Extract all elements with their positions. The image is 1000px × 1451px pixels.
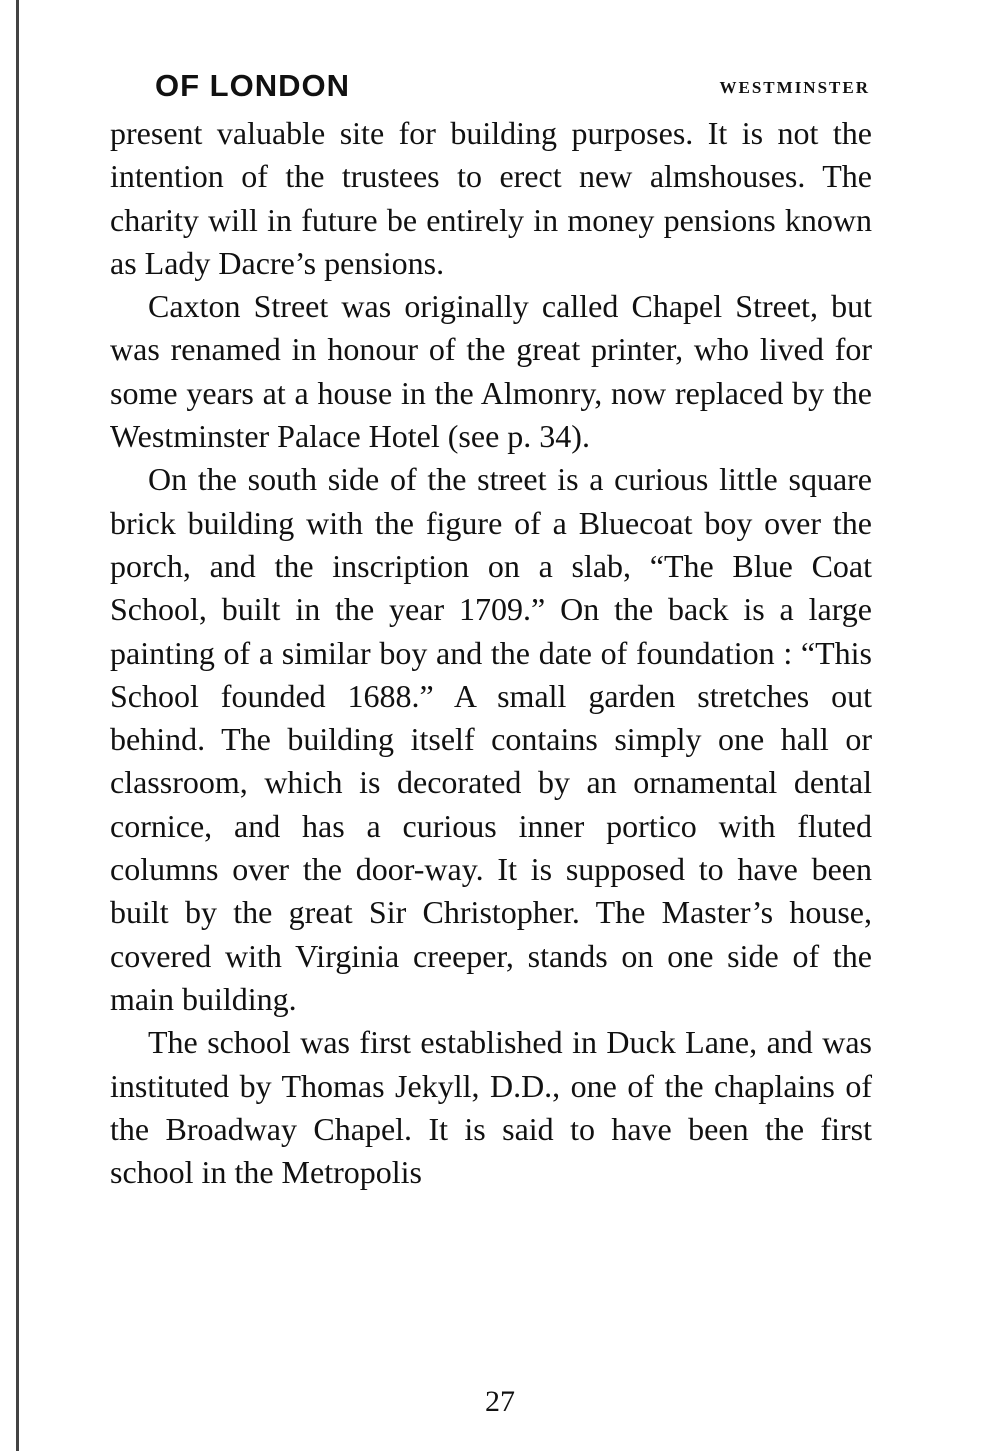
paragraph-continued: present valuable site for building purposes. It is not the intention of the trustees to erect new almshouses. The charity will in future be entirely in money pensions known as Lady Dacre’s pensions. [110, 115, 872, 281]
paragraph-school-history: The school was first established in Duck Lane, and was instituted by Thomas Jekyll, D.D., one of the chaplains of the Broadway Chapel. It is said to have been the first school in the Metropolis [110, 1024, 872, 1191]
paragraph-caxton-street: Caxton Street was originally called Chapel Street, but was renamed in honour of the great printer, who lived for some years at a house in the Almonry, now replaced by the Westminster Palace Hotel (see p. 34). [110, 288, 872, 455]
page-edge-binding [16, 0, 19, 1451]
running-head-right: WESTMINSTER [719, 78, 870, 97]
body-text [110, 112, 872, 1194]
page-body [110, 64, 872, 1194]
running-head-left: OF LONDON [155, 68, 350, 103]
running-head [110, 64, 872, 112]
page-number: 27 [485, 1385, 515, 1418]
paragraph-blue-coat-school: On the south side of the street is a curious little square brick building with the figure of a Bluecoat boy over the porch, and the inscription on a slab, “The Blue Coat School, built in the year 1709.” On the back is a large painting of a similar boy and the date of foundation : “This School founded 1688.” A small garden stretches out behind. The building itself contains simply one hall or classroom, which is decorated by an ornamental dental cornice, and has a curious inner portico with fluted columns over the door-way. It is supposed to have been built by the great Sir Christopher. The Master’s house, covered with Virginia creeper, stands on one side of the main building. [110, 461, 872, 1017]
